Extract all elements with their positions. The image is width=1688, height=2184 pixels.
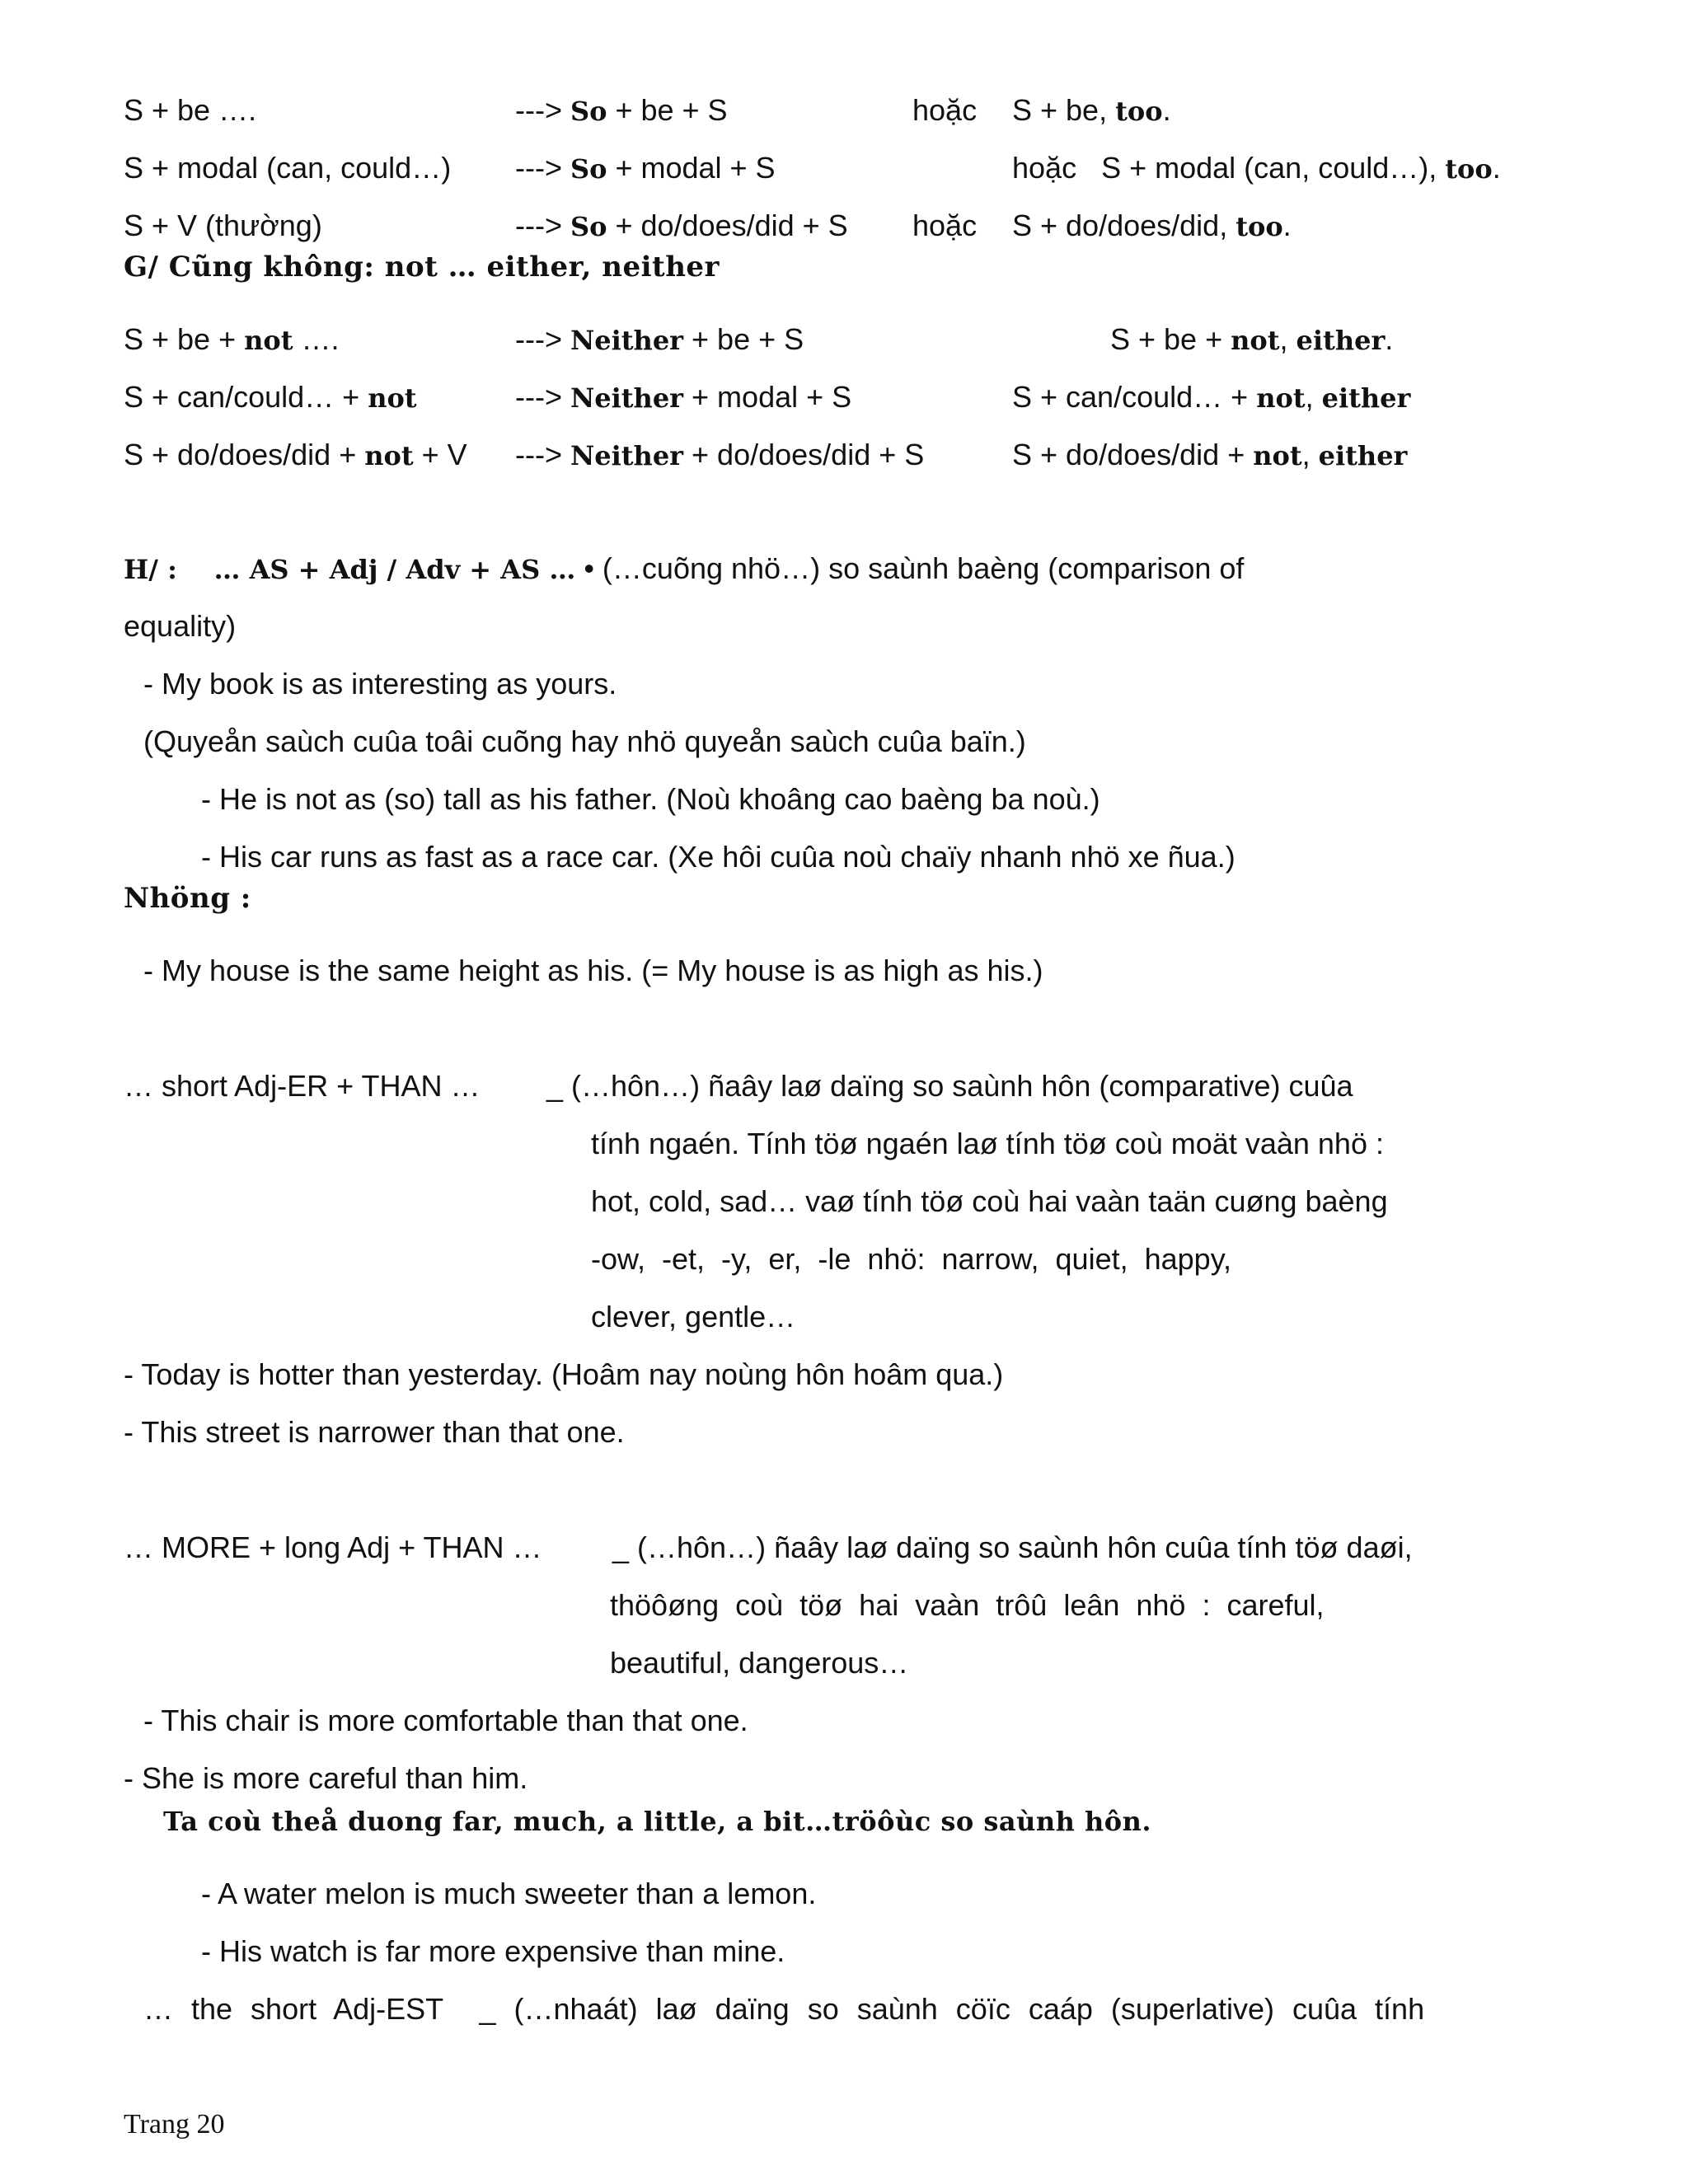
- keyword-neither: Neither: [570, 382, 684, 414]
- example-line: - This chair is more comfortable than that one.: [143, 1704, 748, 1737]
- comparative-short-desc-line: hot, cold, sad… vaø tính töø coù hai vaàn taän cuøng baèng: [591, 1184, 1388, 1218]
- neither-row-1-col-a: S + be + not ….: [124, 322, 340, 356]
- example-line: - A water melon is much sweeter than a lemon.: [201, 1877, 817, 1910]
- example-line: - His watch is far more expensive than mine.: [201, 1934, 785, 1968]
- example-line: - She is more careful than him.: [124, 1761, 528, 1795]
- keyword-too: too: [1445, 153, 1493, 185]
- keyword-too: too: [1115, 96, 1163, 127]
- comparative-long-desc-line: _ (…hôn…) ñaây laø daïng so saùnh hôn cuûa tính töø daøi,: [612, 1530, 1413, 1564]
- neither-row-3-col-a: S + do/does/did + not + V: [124, 438, 467, 471]
- so-row-2-col-b: ---> So + modal + S: [515, 151, 776, 185]
- page-number: Trang 20: [124, 2109, 225, 2139]
- keyword-so: So: [570, 153, 607, 185]
- heading-h-formula: H/ : … AS + Adj / Adv + AS …: [124, 554, 576, 585]
- keyword-too: too: [1236, 211, 1283, 242]
- heading-h-desc: • (…cuõng nhö…) so saùnh baèng (comparison of: [575, 551, 1245, 585]
- so-row-1-or: hoặc: [912, 93, 978, 127]
- superlative-line: … the short Adj-EST _ (…nhaát) laø daïng so saùnh cöïc caáp (superlative) cuûa tính: [143, 1992, 1425, 2026]
- example-translation: (Quyeån saùch cuûa toâi cuõng hay nhö quyeån saùch cuûa baïn.): [143, 724, 1026, 758]
- example-line: - His car runs as fast as a race car. (Xe hôi cuûa noù chaïy nhanh nhö xe ñua.): [201, 840, 1236, 874]
- example-line: - This street is narrower than that one.: [124, 1415, 625, 1449]
- neither-row-2-col-c: S + can/could… + not, either: [1012, 380, 1411, 414]
- keyword-so: So: [570, 211, 607, 242]
- example-line: - He is not as (so) tall as his father. (Noù khoâng cao baèng ba noù.): [201, 782, 1100, 816]
- comparative-short-desc-line: tính ngaén. Tính töø ngaén laø tính töø coù moät vaàn nhö :: [591, 1127, 1384, 1160]
- neither-row-3-col-c: S + do/does/did + not, either: [1012, 438, 1408, 471]
- neither-row-1-col-b: ---> Neither + be + S: [515, 322, 804, 356]
- keyword-neither: Neither: [570, 325, 684, 356]
- neither-row-2-col-b: ---> Neither + modal + S: [515, 380, 852, 414]
- keyword-so: So: [570, 96, 607, 127]
- comparative-short-desc-line: -ow, -et, -y, er, -le nhö: narrow, quiet, happy,: [591, 1242, 1232, 1276]
- comparative-short-desc-line: clever, gentle…: [591, 1300, 796, 1333]
- heading-h: [124, 551, 1244, 588]
- comparative-long-label: … MORE + long Adj + THAN …: [124, 1530, 542, 1564]
- neither-row-3-col-b: ---> Neither + do/does/did + S: [515, 438, 925, 471]
- so-row-2-col-a: S + modal (can, could…): [124, 151, 452, 185]
- nhung-heading: Nhöng :: [124, 882, 251, 915]
- note-heading: Ta coù theå duong far, much, a little, a bit…tröôùc so saùnh hôn.: [163, 1806, 1152, 1837]
- so-row-1-col-b: ---> So + be + S: [515, 93, 728, 127]
- comparative-short-label: … short Adj-ER + THAN …: [124, 1069, 481, 1103]
- so-row-2-col-c: hoặc S + modal (can, could…), too.: [1012, 151, 1501, 185]
- comparative-short-desc-line: _ (…hôn…) ñaây laø daïng so saùnh hôn (comparative) cuûa: [546, 1069, 1353, 1103]
- so-row-3-col-a: S + V (thường): [124, 209, 322, 242]
- so-row-3-col-c: S + do/does/did, too.: [1012, 209, 1292, 242]
- so-row-3-col-b: ---> So + do/does/did + S: [515, 209, 848, 242]
- example-line: - My house is the same height as his. (= My house is as high as his.): [143, 954, 1043, 987]
- heading-h-continuation: equality): [124, 609, 237, 643]
- comparative-long-desc-line: beautiful, dangerous…: [610, 1646, 909, 1680]
- neither-row-1-col-c: S + be + not, either.: [1110, 322, 1394, 356]
- so-row-1-col-c: S + be, too.: [1012, 93, 1171, 127]
- so-row-3-or: hoặc: [912, 209, 978, 242]
- comparative-long-desc-line: thöôøng coù töø hai vaàn trôû leân nhö : careful,: [610, 1588, 1325, 1622]
- heading-g: G/ Cũng không: not … either, neither: [124, 251, 720, 284]
- example-line: - Today is hotter than yesterday. (Hoâm nay noùng hôn hoâm qua.): [124, 1357, 1004, 1391]
- so-row-1-col-a: S + be ….: [124, 93, 257, 127]
- neither-row-2-col-a: S + can/could… + not: [124, 380, 417, 414]
- example-line: - My book is as interesting as yours.: [143, 667, 617, 701]
- keyword-neither: Neither: [570, 440, 684, 471]
